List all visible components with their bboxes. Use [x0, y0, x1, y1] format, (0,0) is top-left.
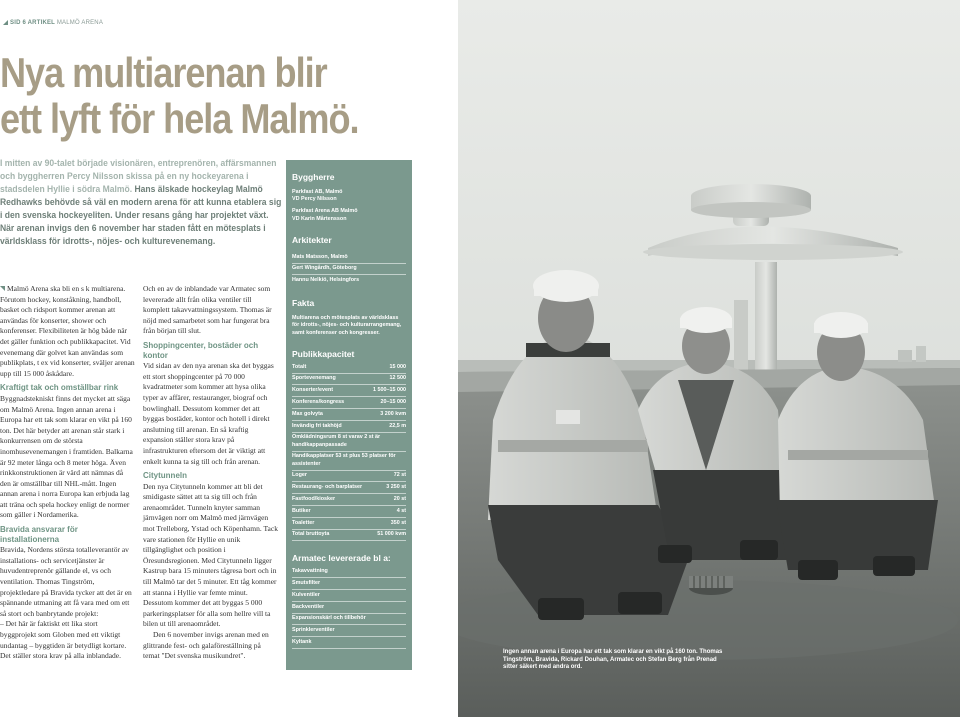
- byggherre-name: Parkfast AB, Malmö: [292, 189, 343, 195]
- publik-row: [292, 362, 406, 374]
- body-subheading: Kraftigt tak och omställbar rink: [0, 383, 119, 393]
- armatec-list: [292, 566, 406, 649]
- photo-caption: Ingen annan arena i Europa har ett tak som klarar en vikt på 160 ton. Thomas Tingström, Bravida, Rickard Douhan, Armatec och Stefan Berg från Prenad sitter säkert med andra ord.: [503, 649, 723, 671]
- publik-key: Totalt: [292, 363, 307, 370]
- publik-row: [292, 518, 406, 530]
- body-column-1: [0, 284, 135, 662]
- publik-key: Max golvyta: [292, 410, 323, 417]
- triangle-icon: [3, 20, 8, 25]
- publik-key: Konferens/kongress: [292, 399, 345, 405]
- body-paragraph: Bravida, Nordens största totalleverantör av installations- och servicetjänster är huvudentreprenör gällande el, vs och ventilation. Thomas Tingström, projektledare på Bravida tycker att det är en spännande utmaning att få vara med om ett så stort och banbrytande projekt:: [0, 545, 132, 618]
- publik-value: 22,5 m: [389, 422, 406, 429]
- byggherre-name: Parkfast Arena AB Malmö: [292, 208, 358, 215]
- publik-row: [292, 530, 406, 542]
- publik-value: 3 200 kvm: [380, 410, 406, 417]
- publik-row: [292, 433, 406, 452]
- body-paragraph: Byggnadstekniskt finns det mycket att säga om Malmö Arena. Ingen annan arena i Europa har ett tak som klarar en vikt på 160 ton. Det här betyder att arenan står stark i konkurrensen om de största inomhusevenemangen i framtiden. Balkarna är 92 meter långa och 8 meter höga. Även rinkkonstruktionen är värd att nämnas då den är omställbar till NHL-mått. Ingen annan arena i norra Europa kan erbjuda lag att träna och spela hockey enligt de normer som gäller i Nordamerika.: [0, 393, 133, 520]
- publik-key: Invändig fri takhöjd: [292, 422, 342, 429]
- publik-key: Fastfood/kiosker: [292, 495, 336, 502]
- publik-row: [292, 482, 406, 494]
- body-paragraph: Och en av de inblandade var Armatec som levererade allt från olika ventiler till komplett takavvattningssystem. Thomas är nöjd med samarbetet som har fungerat bra från början till slut.: [143, 284, 272, 336]
- body-column-2: [143, 284, 278, 662]
- publik-row: [292, 385, 406, 397]
- armatec-item: Smutsfilter: [292, 578, 406, 590]
- fact-box: [286, 160, 412, 670]
- arena-roof-photo: [458, 0, 960, 717]
- body-paragraph: [0, 284, 135, 379]
- fakta-heading: Fakta: [292, 298, 315, 309]
- fakta-text: Multiarena och mötesplats av världsklass för idrotts-, nöjes- och kulturarrangemang, samt konferenser och kongresser.: [292, 315, 402, 336]
- armatec-item: Takavvattning: [292, 566, 406, 578]
- publik-key: Toaletter: [292, 519, 315, 526]
- publik-value: 20–15 000: [380, 399, 406, 405]
- publik-value: 51 000 kvm: [377, 531, 406, 538]
- body-paragraph: Den 6 november invigs arenan med en glittrande fest- och galaföreställning på temat "Det svenska musikundret".: [143, 630, 269, 661]
- byggherre-heading: Byggherre: [292, 172, 335, 182]
- publik-value: 15 000: [389, 363, 406, 370]
- section-label: SID 6 ARTIKEL: [10, 20, 55, 26]
- publik-value: 20 st: [393, 495, 406, 502]
- publik-key: Loger: [292, 472, 307, 479]
- publik-value: 4 st: [396, 507, 406, 514]
- armatec-item: Sprinklerventiler: [292, 625, 406, 637]
- ingress-part-1: I mitten av 90-talet började visionären, entreprenören, affärsmannen och byggherren Percy Nilsson skissa på en ny hockeyarena i stadsdelen Hyllie i södra Malmö.: [0, 158, 277, 194]
- body-paragraph: Den nya Citytunneln kommer att bli det smidigaste sättet att ta sig till och från arenaområdet. Tunneln knyter samman järnvägen norr om Malmö med järnvägen mot Trelleborg, Ystad och Köpenhamn. Tack vare stationen för Hyllie en unik tillgänglighet och position i Öresundsregionen. Med Citytunneln ligger Kastrup bara 15 minuters tågresa bort och in till Malmö tar det 5 minuter. Ett tåg kommer att stanna i Hyllie var femte minut. Dessutom kommer det att byggas 5 000 parkeringsplatser för alla som hellre vill ta bilen ut till arenaområdet.: [143, 481, 278, 629]
- publik-value: 1 500–15 000: [373, 387, 406, 394]
- byggherre-vd: VD Percy Nilsson: [292, 196, 337, 203]
- ingress-part-2: Hans älskade hockeylag Malmö Redhawks behövde så väl en modern arena för att kunna etablera sig i den svenska hockeyeliten. Under resans gång har projektet växt. När arenan invigs den 6 november har staden fått en mötesplats i världsklass för idrotts-, nöjes- och kulturevenemang.: [0, 184, 282, 246]
- publik-key: Total bruttoyta: [292, 531, 330, 538]
- lead-text: Malmö Arena ska bli en s k multiarena. Förutom hockey, konståkning, handboll, basket och ridsport kommer arenan att användas för konserter, shower och konferenser. Flexibiliteten är hög både när det gäller funktion och publikkapacitet. Vid evenemang där golvet kan användas som publikplats, t ex vid konserter, sväljer arenan upp till 15 000 åskådare.: [0, 284, 135, 378]
- publik-row: [292, 397, 406, 409]
- publik-row: [292, 409, 406, 421]
- publik-row: [292, 471, 406, 483]
- publik-key: Butiker: [292, 507, 311, 514]
- publik-key: Handikapplatser 53 st plus 53 platser för assistenter: [292, 453, 396, 467]
- publik-key: Sportevenemang: [292, 375, 336, 382]
- publik-table: [292, 362, 406, 542]
- publik-key: Omklädningsrum 8 st varav 2 st är handikappanpassade: [292, 434, 381, 448]
- section-subject: MALMÖ ARENA: [56, 20, 104, 26]
- body-subheading: Bravida ansvarar för installationerna: [0, 525, 78, 544]
- publik-key: Restaurang- och barplatser: [292, 484, 363, 491]
- title-line-2: ett lyft för hela Malmö.: [0, 95, 359, 142]
- body-subheading: Shoppingcenter, bostäder och kontor: [143, 340, 259, 360]
- lead-triangle-icon: [0, 286, 5, 291]
- armatec-heading: Armatec levererade bl a:: [292, 553, 391, 564]
- arkitekt-item: Hannu Nelkiö, Helsingfors: [292, 277, 360, 284]
- publik-row: [292, 452, 406, 471]
- publik-value: 350 st: [390, 519, 406, 526]
- publik-row: [292, 374, 406, 386]
- armatec-item: Kulventiler: [292, 590, 406, 602]
- armatec-item: Backventiler: [292, 602, 406, 614]
- publik-value: 3 250 st: [386, 484, 406, 491]
- arkitekter-heading: Arkitekter: [292, 234, 332, 245]
- publik-key: Konserter/event: [292, 387, 334, 394]
- section-header: [3, 20, 103, 26]
- body-paragraph: – Det här är faktiskt ett lika stort byggprojekt som Globen med ett viktigt undantag – byggtiden är betydligt kortare. Det ställer stora krav på alla inblandade.: [0, 619, 127, 661]
- article-title: [0, 50, 392, 142]
- title-line-1: Nya multiarenan blir: [0, 49, 327, 96]
- publik-value: 12 500: [389, 375, 406, 382]
- publik-row: [292, 494, 406, 506]
- publik-heading: Publikkapacitet: [292, 348, 355, 359]
- armatec-item: Expansionskärl och tillbehör: [292, 614, 406, 626]
- publik-row: [292, 421, 406, 433]
- arkitekt-item: Gert Wingårdh, Göteborg: [292, 264, 406, 276]
- body-paragraph: Vid sidan av den nya arenan ska det byggas ett stort shoppingcenter på 70 000 kvadratmeter som kommer att hysa olika typer av affärer, restauranger, biograf och bowlinghall. Dessutom kommer det att byggas bostäder, kontor och hotell i direkt anslutning till arenan. En så kraftig expansion ställer stora krav på infrastrukturen eftersom det är viktigt att enkelt kunna ta sig till och från arenan.: [143, 361, 274, 466]
- arkitekt-item: Mats Matsson, Malmö: [292, 252, 406, 264]
- publik-row: [292, 506, 406, 518]
- byggherre-vd: VD Karin Mårtensson: [292, 215, 347, 222]
- byggherre-list: [292, 189, 406, 223]
- armatec-item: Kyltank: [292, 637, 406, 649]
- publik-value: 72 st: [393, 472, 406, 479]
- article-ingress: [0, 157, 285, 248]
- arkitekter-list: [292, 252, 406, 286]
- body-subheading: Citytunneln: [143, 471, 187, 481]
